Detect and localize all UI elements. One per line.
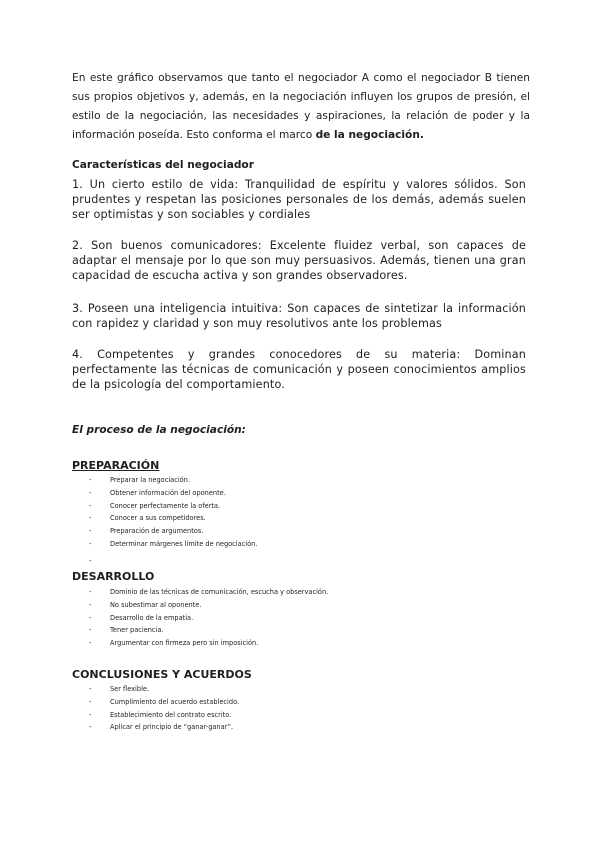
list-item: - Dominio de las técnicas de comunicación, escucha y observación. [89,586,328,599]
list-item: - Ser flexible. [89,683,239,696]
empty-list-dash: - [89,557,92,565]
list-item: - Determinar márgenes límite de negociación. [89,538,257,551]
intro-bold-text: de la negociación. [315,129,424,141]
list-item: - Argumentar con firmeza pero sin imposición. [89,637,328,650]
list-item: - Preparación de argumentos. [89,525,257,538]
list-item: - Tener paciencia. [89,624,328,637]
characteristic-item-4: 4. Competentes y grandes conocedores de su materia: Dominan perfectamente las técnicas de comunicación y poseen conocimientos amplios de la psicología del comportamiento. [72,348,526,391]
intro-paragraph [72,69,530,145]
characteristic-item-2: 2. Son buenos comunicadores: Excelente fluidez verbal, son capaces de adaptar el mensaje por lo que son muy persuasivos. Además, tienen una gran capacidad de escucha activa y son grandes observadores. [72,239,526,282]
list-item: - Desarrollo de la empatía. [89,612,328,625]
characteristic-item-3: 3. Poseen una inteligencia intuitiva: Son capaces de sintetizar la información con rapidez y claridad y son muy resolutivos ante los problemas [72,302,526,330]
conclusiones-heading: CONCLUSIONES Y ACUERDOS [72,668,252,681]
characteristics-title: Características del negociador [72,159,254,171]
list-item: - Aplicar el principio de “ganar-ganar”. [89,721,239,734]
list-item: - No subestimar al oponente. [89,599,328,612]
list-item: - Cumplimiento del acuerdo establecido. [89,696,239,709]
list-item: - Establecimiento del contrato escrito. [89,709,239,722]
preparacion-heading: PREPARACIÓN [72,459,160,472]
list-item: - Preparar la negociación. [89,474,257,487]
list-item: - Conocer a sus competidores. [89,512,257,525]
desarrollo-list [89,586,328,650]
list-item: - Obtener información del oponente. [89,487,257,500]
preparacion-list [89,474,257,551]
conclusiones-list [89,683,239,734]
process-title: El proceso de la negociación: [72,424,246,436]
characteristic-item-1: 1. Un cierto estilo de vida: Tranquilidad de espíritu y valores sólidos. Son prudentes y respetan las posiciones personales de los demás, además suelen ser optimistas y son sociables y cordiales [72,178,526,221]
list-item: - Conocer perfectamente la oferta. [89,500,257,513]
desarrollo-heading: DESARROLLO [72,570,155,583]
intro-text: En este gráfico observamos que tanto el negociador A como el negociador B tienen sus propios objetivos y, además, en la negociación influyen los grupos de presión, el estilo de la negociación, las necesidades y aspiraciones, la relación de poder y la información poseída. Esto conforma el marco [72,72,530,141]
